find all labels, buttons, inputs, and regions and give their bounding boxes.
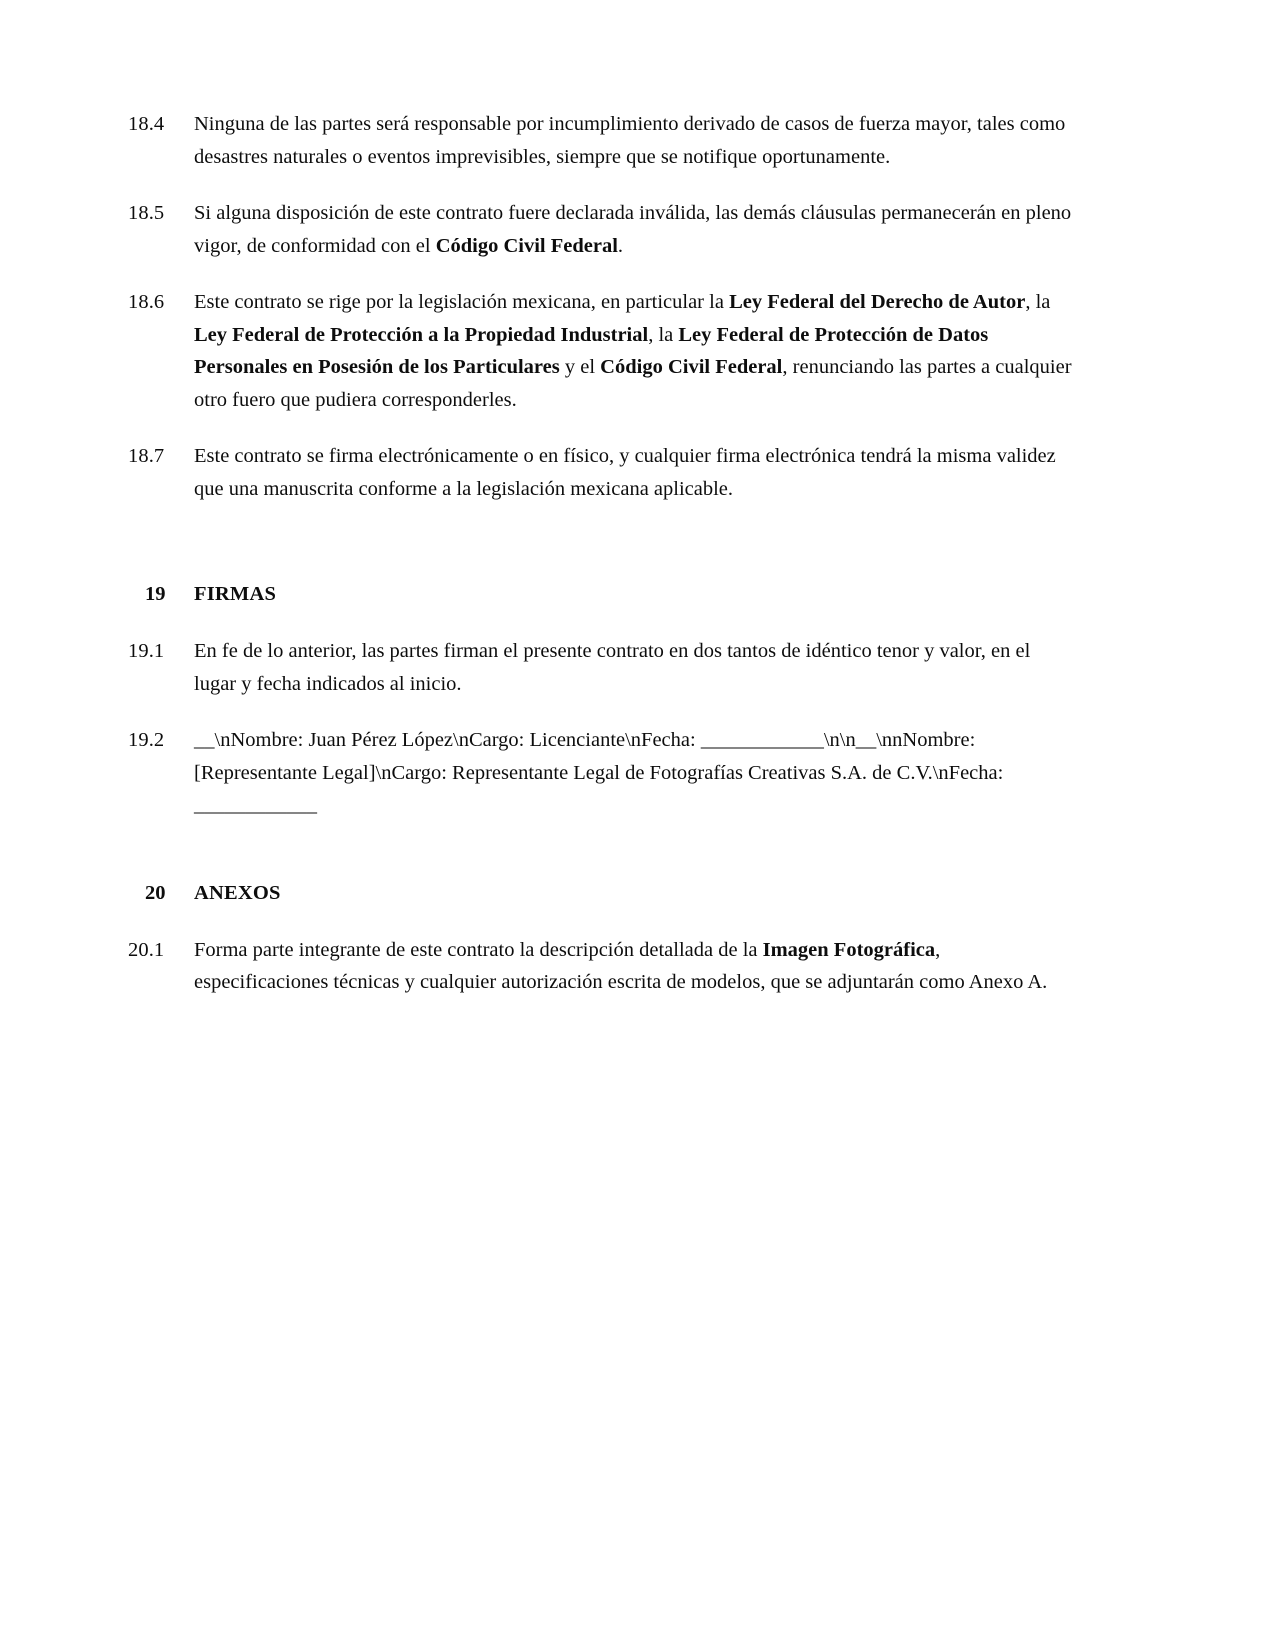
clause-text: Este contrato se rige por la legislación mexicana, en particular la Ley Federal del Derecho de Autor, la Ley Federal de Protección a la Propiedad Industrial, la Ley Federal de Protección de Datos Personales en Posesión de los Particulares y el Código Civil Federal, renunciando las partes a cualquier otro fuero que pudiera corresponderles.: [194, 291, 1072, 411]
section-number: 20: [145, 881, 166, 904]
clause-text: Forma parte integrante de este contrato la descripción detallada de la Imagen Fotográfica, especificaciones técnicas y cualquier autorización escrita de modelos, que se adjuntarán como Anexo A.: [194, 938, 1048, 993]
clause-18-6: [128, 286, 1073, 416]
clause-text: __\nNombre: Juan Pérez López\nCargo: Licenciante\nFecha: ____________\n\n__\nnNombre: [Representante Legal]\nCargo: Representante Legal de Fotografías Creativas S.A. de C.V.\nFecha: ____________: [194, 729, 1004, 816]
clause-number: 18.6: [128, 291, 165, 313]
clause-number: 18.5: [128, 202, 165, 224]
clause-18-4: [128, 108, 1073, 173]
clause-number: 19.2: [128, 729, 165, 751]
clause-number: 18.4: [128, 113, 165, 135]
clause-text: En fe de lo anterior, las partes firman el presente contrato en dos tantos de idéntico tenor y valor, en el lugar y fecha indicados al inicio.: [194, 640, 1031, 695]
clause-19-1: [128, 635, 1073, 700]
clause-text: Si alguna disposición de este contrato fuere declarada inválida, las demás cláusulas permanecerán en pleno vigor, de conformidad con el Código Civil Federal.: [194, 202, 1072, 257]
clause-18-5: [128, 197, 1073, 262]
section-heading-anexos: [128, 878, 1073, 908]
section-title: ANEXOS: [194, 881, 281, 904]
clause-number: 18.7: [128, 445, 165, 467]
section-heading-firmas: [128, 579, 1073, 609]
section-number: 19: [145, 583, 166, 605]
clause-text: Ninguna de las partes será responsable por incumplimiento derivado de casos de fuerza mayor, tales como desastres naturales o eventos imprevisibles, siempre que se notifique oportunamente.: [194, 113, 1066, 168]
clause-20-1: [128, 934, 1073, 999]
clause-text: Este contrato se firma electrónicamente o en físico, y cualquier firma electrónica tendrá la misma validez que una manuscrita conforme a la legislación mexicana aplicable.: [194, 445, 1056, 500]
clause-18-7: [128, 440, 1073, 505]
section-title: FIRMAS: [194, 583, 277, 605]
document-content: [128, 108, 1073, 999]
clause-number: 20.1: [128, 938, 165, 961]
clause-19-2: [128, 724, 1073, 822]
clause-number: 19.1: [128, 640, 165, 662]
